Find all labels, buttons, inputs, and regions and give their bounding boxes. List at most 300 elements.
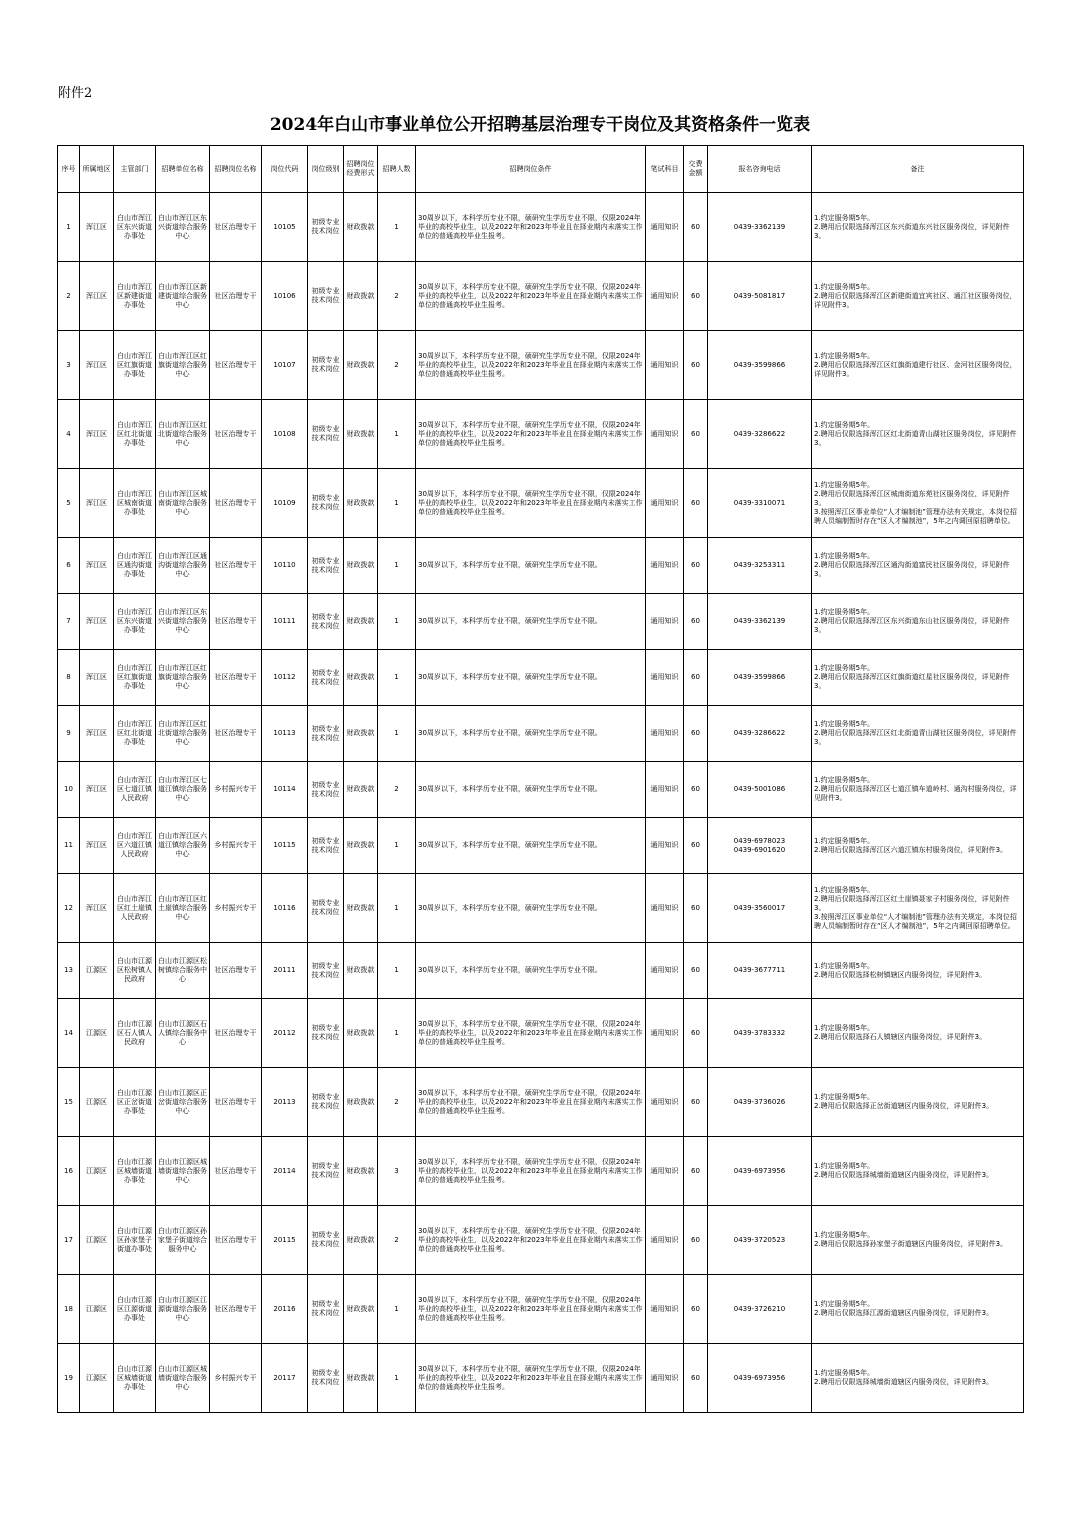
cell-fee: 60: [684, 874, 708, 943]
cell-level: 初级专业技术岗位: [308, 1206, 344, 1275]
cell-unit: 白山市江源区正岔街道综合服务中心: [156, 1068, 210, 1137]
cell-region: 浑江区: [80, 400, 114, 469]
cell-level: 初级专业技术岗位: [308, 999, 344, 1068]
cell-fee: 60: [684, 1068, 708, 1137]
cell-code: 10107: [262, 331, 308, 400]
cell-dept: 白山市浑江区七道江镇人民政府: [114, 762, 156, 818]
cell-phone: 0439-3726210: [708, 1275, 812, 1344]
cell-no: 9: [58, 706, 80, 762]
cell-count: 1: [378, 193, 416, 262]
cell-exam: 通用知识: [646, 193, 684, 262]
col-header-code: 岗位代码: [262, 146, 308, 193]
table-row: [58, 706, 1024, 762]
cell-code: 20117: [262, 1344, 308, 1413]
cell-code: 10113: [262, 706, 308, 762]
cell-notes: 1.约定服务期5年。 2.聘用后仅限选择松树镇辖区内服务岗位，详见附件3。: [812, 943, 1024, 999]
cell-code: 10114: [262, 762, 308, 818]
cell-unit: 白山市浑江区新建街道综合服务中心: [156, 262, 210, 331]
cell-region: 浑江区: [80, 594, 114, 650]
cell-fee: 60: [684, 538, 708, 594]
cell-exam: 通用知识: [646, 762, 684, 818]
cell-fee: 60: [684, 400, 708, 469]
cell-region: 江源区: [80, 1344, 114, 1413]
cell-region: 浑江区: [80, 262, 114, 331]
cell-unit: 白山市浑江区红旗街道综合服务中心: [156, 650, 210, 706]
cell-fee: 60: [684, 1137, 708, 1206]
table-row: [58, 400, 1024, 469]
cell-no: 19: [58, 1344, 80, 1413]
cell-post: 乡村振兴专干: [210, 1344, 262, 1413]
cell-fund: 财政拨款: [344, 1344, 378, 1413]
cell-level: 初级专业技术岗位: [308, 193, 344, 262]
cell-no: 16: [58, 1137, 80, 1206]
cell-fund: 财政拨款: [344, 1068, 378, 1137]
cell-code: 10111: [262, 594, 308, 650]
cell-exam: 通用知识: [646, 400, 684, 469]
cell-conditions: 30周岁以下，本科学历专业不限，硕研究生学历专业不限。: [416, 762, 646, 818]
cell-exam: 通用知识: [646, 999, 684, 1068]
cell-phone: 0439-3783332: [708, 999, 812, 1068]
cell-dept: 白山市江源区松树镇人民政府: [114, 943, 156, 999]
cell-conditions: 30周岁以下，本科学历专业不限，硕研究生学历专业不限，仅限2024年毕业的高校毕业生，以及2022年和2023年毕业且在择业期内未落实工作单位的普通高校毕业生报考。: [416, 331, 646, 400]
cell-no: 18: [58, 1275, 80, 1344]
cell-no: 17: [58, 1206, 80, 1275]
cell-count: 1: [378, 650, 416, 706]
cell-phone: 0439-6973956: [708, 1344, 812, 1413]
cell-conditions: 30周岁以下，本科学历专业不限，硕研究生学历专业不限。: [416, 818, 646, 874]
cell-dept: 白山市江源区城墙街道办事处: [114, 1344, 156, 1413]
cell-count: 1: [378, 538, 416, 594]
cell-level: 初级专业技术岗位: [308, 538, 344, 594]
cell-unit: 白山市浑江区红北街道综合服务中心: [156, 400, 210, 469]
cell-exam: 通用知识: [646, 706, 684, 762]
table-row: [58, 874, 1024, 943]
cell-fund: 财政拨款: [344, 331, 378, 400]
col-header-exam: 笔试科目: [646, 146, 684, 193]
cell-phone: 0439-6978023 0439-6901620: [708, 818, 812, 874]
table-header-row: [58, 146, 1024, 193]
cell-fee: 60: [684, 1206, 708, 1275]
cell-fund: 财政拨款: [344, 400, 378, 469]
cell-post: 社区治理专干: [210, 1068, 262, 1137]
cell-phone: 0439-3362139: [708, 193, 812, 262]
cell-exam: 通用知识: [646, 650, 684, 706]
cell-dept: 白山市浑江区红旗街道办事处: [114, 331, 156, 400]
col-header-dept: 主管部门: [114, 146, 156, 193]
cell-conditions: 30周岁以下，本科学历专业不限，硕研究生学历专业不限。: [416, 594, 646, 650]
cell-post: 社区治理专干: [210, 650, 262, 706]
table-row: [58, 331, 1024, 400]
cell-unit: 白山市江源区孙家堡子街道综合服务中心: [156, 1206, 210, 1275]
cell-no: 3: [58, 331, 80, 400]
cell-no: 12: [58, 874, 80, 943]
cell-no: 10: [58, 762, 80, 818]
cell-exam: 通用知识: [646, 1275, 684, 1344]
cell-region: 浑江区: [80, 469, 114, 538]
cell-exam: 通用知识: [646, 818, 684, 874]
cell-count: 1: [378, 594, 416, 650]
cell-phone: 0439-5081817: [708, 262, 812, 331]
col-header-post: 招聘岗位名称: [210, 146, 262, 193]
cell-fund: 财政拨款: [344, 762, 378, 818]
cell-post: 乡村振兴专干: [210, 818, 262, 874]
table-row: [58, 538, 1024, 594]
recruitment-table: [57, 145, 1024, 1413]
cell-unit: 白山市浑江区红北街道综合服务中心: [156, 706, 210, 762]
cell-notes: 1.约定服务期5年。 2.聘用后仅限选择城墙街道辖区内服务岗位，详见附件3。: [812, 1344, 1024, 1413]
cell-dept: 白山市浑江区六道江镇人民政府: [114, 818, 156, 874]
col-header-no: 序号: [58, 146, 80, 193]
cell-fund: 财政拨款: [344, 706, 378, 762]
cell-post: 社区治理专干: [210, 943, 262, 999]
cell-fee: 60: [684, 594, 708, 650]
cell-count: 2: [378, 331, 416, 400]
cell-phone: 0439-3560017: [708, 874, 812, 943]
cell-notes: 1.约定服务期5年。 2.聘用后仅限选择浑江区新建街道宜宾社区、通江社区服务岗位，详见附件3。: [812, 262, 1024, 331]
cell-fee: 60: [684, 331, 708, 400]
cell-unit: 白山市浑江区东兴街道综合服务中心: [156, 193, 210, 262]
cell-exam: 通用知识: [646, 1206, 684, 1275]
cell-phone: 0439-3599866: [708, 331, 812, 400]
cell-post: 社区治理专干: [210, 1206, 262, 1275]
cell-fund: 财政拨款: [344, 1275, 378, 1344]
cell-level: 初级专业技术岗位: [308, 1275, 344, 1344]
cell-notes: 1.约定服务期5年。 2.聘用后仅限选择石人镇辖区内服务岗位，详见附件3。: [812, 999, 1024, 1068]
table-row: [58, 469, 1024, 538]
cell-dept: 白山市浑江区新建街道办事处: [114, 262, 156, 331]
cell-fund: 财政拨款: [344, 594, 378, 650]
cell-dept: 白山市江源区石人镇人民政府: [114, 999, 156, 1068]
cell-phone: 0439-3362139: [708, 594, 812, 650]
cell-region: 浑江区: [80, 193, 114, 262]
cell-dept: 白山市浑江区红旗街道办事处: [114, 650, 156, 706]
cell-fund: 财政拨款: [344, 874, 378, 943]
cell-code: 10115: [262, 818, 308, 874]
cell-code: 10105: [262, 193, 308, 262]
cell-post: 社区治理专干: [210, 193, 262, 262]
cell-fee: 60: [684, 1344, 708, 1413]
cell-region: 浑江区: [80, 650, 114, 706]
cell-unit: 白山市浑江区东兴街道综合服务中心: [156, 594, 210, 650]
cell-fund: 财政拨款: [344, 1206, 378, 1275]
cell-exam: 通用知识: [646, 594, 684, 650]
cell-dept: 白山市浑江区红土崖镇人民政府: [114, 874, 156, 943]
cell-dept: 白山市浑江区城南街道办事处: [114, 469, 156, 538]
cell-notes: 1.约定服务期5年。 2.聘用后仅限选择浑江区通沟街道富民社区服务岗位，详见附件3。: [812, 538, 1024, 594]
cell-count: 1: [378, 400, 416, 469]
cell-phone: 0439-3720523: [708, 1206, 812, 1275]
cell-phone: 0439-3286622: [708, 400, 812, 469]
cell-count: 2: [378, 762, 416, 818]
cell-fee: 60: [684, 1275, 708, 1344]
cell-level: 初级专业技术岗位: [308, 818, 344, 874]
table-row: [58, 262, 1024, 331]
cell-exam: 通用知识: [646, 1068, 684, 1137]
cell-fee: 60: [684, 818, 708, 874]
cell-no: 1: [58, 193, 80, 262]
cell-no: 14: [58, 999, 80, 1068]
cell-level: 初级专业技术岗位: [308, 1344, 344, 1413]
cell-notes: 1.约定服务期5年。 2.聘用后仅限选择浑江区城南街道东苑社区服务岗位，详见附件3。 3.按照浑江区事业单位“人才编制池”管理办法有关规定，本岗位招聘人员编制暂时存在“区人才编制池”，5年之内调回原招聘单位。: [812, 469, 1024, 538]
cell-post: 社区治理专干: [210, 331, 262, 400]
cell-post: 乡村振兴专干: [210, 762, 262, 818]
cell-region: 江源区: [80, 943, 114, 999]
cell-count: 1: [378, 943, 416, 999]
cell-region: 浑江区: [80, 331, 114, 400]
cell-post: 社区治理专干: [210, 1275, 262, 1344]
cell-level: 初级专业技术岗位: [308, 594, 344, 650]
cell-level: 初级专业技术岗位: [308, 874, 344, 943]
cell-no: 11: [58, 818, 80, 874]
table-row: [58, 1206, 1024, 1275]
cell-notes: 1.约定服务期5年。 2.聘用后仅限选择浑江区东兴街道东兴社区服务岗位，详见附件3。: [812, 193, 1024, 262]
cell-notes: 1.约定服务期5年。 2.聘用后仅限选择城墙街道辖区内服务岗位，详见附件3。: [812, 1137, 1024, 1206]
cell-region: 江源区: [80, 1275, 114, 1344]
cell-post: 社区治理专干: [210, 400, 262, 469]
cell-count: 1: [378, 706, 416, 762]
cell-code: 10109: [262, 469, 308, 538]
cell-code: 10106: [262, 262, 308, 331]
cell-fee: 60: [684, 999, 708, 1068]
cell-region: 浑江区: [80, 874, 114, 943]
cell-exam: 通用知识: [646, 469, 684, 538]
cell-fee: 60: [684, 650, 708, 706]
table-row: [58, 193, 1024, 262]
cell-fund: 财政拨款: [344, 650, 378, 706]
cell-code: 20111: [262, 943, 308, 999]
col-header-phone: 报名咨询电话: [708, 146, 812, 193]
cell-dept: 白山市浑江区红北街道办事处: [114, 400, 156, 469]
cell-dept: 白山市浑江区红北街道办事处: [114, 706, 156, 762]
cell-code: 20113: [262, 1068, 308, 1137]
cell-code: 20115: [262, 1206, 308, 1275]
cell-code: 10108: [262, 400, 308, 469]
table-row: [58, 999, 1024, 1068]
cell-exam: 通用知识: [646, 874, 684, 943]
attachment-label: 附件2: [58, 86, 93, 101]
cell-conditions: 30周岁以下，本科学历专业不限，硕研究生学历专业不限，仅限2024年毕业的高校毕业生，以及2022年和2023年毕业且在择业期内未落实工作单位的普通高校毕业生报考。: [416, 1137, 646, 1206]
cell-count: 1: [378, 874, 416, 943]
cell-fee: 60: [684, 943, 708, 999]
cell-phone: 0439-5001086: [708, 762, 812, 818]
cell-post: 社区治理专干: [210, 1137, 262, 1206]
page-title: 2024年白山市事业单位公开招聘基层治理专干岗位及其资格条件一览表: [269, 115, 811, 135]
cell-post: 社区治理专干: [210, 262, 262, 331]
cell-conditions: 30周岁以下，本科学历专业不限，硕研究生学历专业不限。: [416, 943, 646, 999]
cell-fee: 60: [684, 469, 708, 538]
cell-unit: 白山市浑江区城南街道综合服务中心: [156, 469, 210, 538]
col-header-region: 所属地区: [80, 146, 114, 193]
cell-count: 1: [378, 818, 416, 874]
cell-count: 1: [378, 999, 416, 1068]
col-header-conditions: 招聘岗位条件: [416, 146, 646, 193]
cell-level: 初级专业技术岗位: [308, 400, 344, 469]
cell-count: 1: [378, 1275, 416, 1344]
cell-unit: 白山市江源区石人镇综合服务中心: [156, 999, 210, 1068]
cell-unit: 白山市浑江区六道江镇综合服务中心: [156, 818, 210, 874]
cell-level: 初级专业技术岗位: [308, 762, 344, 818]
cell-post: 社区治理专干: [210, 469, 262, 538]
cell-post: 乡村振兴专干: [210, 874, 262, 943]
cell-level: 初级专业技术岗位: [308, 1137, 344, 1206]
cell-conditions: 30周岁以下，本科学历专业不限，硕研究生学历专业不限，仅限2024年毕业的高校毕业生，以及2022年和2023年毕业且在择业期内未落实工作单位的普通高校毕业生报考。: [416, 999, 646, 1068]
table-row: [58, 1137, 1024, 1206]
cell-conditions: 30周岁以下，本科学历专业不限，硕研究生学历专业不限，仅限2024年毕业的高校毕业生，以及2022年和2023年毕业且在择业期内未落实工作单位的普通高校毕业生报考。: [416, 1206, 646, 1275]
cell-fee: 60: [684, 262, 708, 331]
cell-notes: 1.约定服务期5年。 2.聘用后仅限选择浑江区红旗街道建行社区、金河社区服务岗位，详见附件3。: [812, 331, 1024, 400]
cell-conditions: 30周岁以下，本科学历专业不限，硕研究生学历专业不限，仅限2024年毕业的高校毕业生，以及2022年和2023年毕业且在择业期内未落实工作单位的普通高校毕业生报考。: [416, 1344, 646, 1413]
cell-exam: 通用知识: [646, 1137, 684, 1206]
cell-phone: 0439-3286622: [708, 706, 812, 762]
cell-conditions: 30周岁以下，本科学历专业不限，硕研究生学历专业不限，仅限2024年毕业的高校毕业生，以及2022年和2023年毕业且在择业期内未落实工作单位的普通高校毕业生报考。: [416, 262, 646, 331]
cell-level: 初级专业技术岗位: [308, 331, 344, 400]
cell-dept: 白山市浑江区东兴街道办事处: [114, 193, 156, 262]
cell-post: 社区治理专干: [210, 706, 262, 762]
cell-region: 浑江区: [80, 762, 114, 818]
cell-region: 江源区: [80, 1206, 114, 1275]
cell-fee: 60: [684, 193, 708, 262]
cell-dept: 白山市浑江区通沟街道办事处: [114, 538, 156, 594]
cell-conditions: 30周岁以下，本科学历专业不限，硕研究生学历专业不限，仅限2024年毕业的高校毕业生，以及2022年和2023年毕业且在择业期内未落实工作单位的普通高校毕业生报考。: [416, 469, 646, 538]
cell-exam: 通用知识: [646, 1344, 684, 1413]
cell-count: 3: [378, 1137, 416, 1206]
cell-conditions: 30周岁以下，本科学历专业不限，硕研究生学历专业不限。: [416, 650, 646, 706]
cell-notes: 1.约定服务期5年。 2.聘用后仅限选择孙家堡子街道辖区内服务岗位，详见附件3。: [812, 1206, 1024, 1275]
cell-dept: 白山市江源区江源街道办事处: [114, 1275, 156, 1344]
cell-conditions: 30周岁以下，本科学历专业不限，硕研究生学历专业不限，仅限2024年毕业的高校毕业生，以及2022年和2023年毕业且在择业期内未落实工作单位的普通高校毕业生报考。: [416, 1068, 646, 1137]
cell-notes: 1.约定服务期5年。 2.聘用后仅限选择正岔街道辖区内服务岗位，详见附件3。: [812, 1068, 1024, 1137]
cell-unit: 白山市浑江区红土崖镇综合服务中心: [156, 874, 210, 943]
table-row: [58, 650, 1024, 706]
cell-no: 5: [58, 469, 80, 538]
cell-notes: 1.约定服务期5年。 2.聘用后仅限选择浑江区红北街道青山湖社区服务岗位，详见附件3。: [812, 400, 1024, 469]
cell-unit: 白山市江源区松树镇综合服务中心: [156, 943, 210, 999]
cell-notes: 1.约定服务期5年。 2.聘用后仅限选择浑江区红土崖镇聂家子村服务岗位，详见附件3。 3.按照浑江区事业单位“人才编制池”管理办法有关规定，本岗位招聘人员编制暂时存在“区人才编制池”，5年之内调回原招聘单位。: [812, 874, 1024, 943]
cell-no: 6: [58, 538, 80, 594]
cell-code: 10112: [262, 650, 308, 706]
cell-no: 8: [58, 650, 80, 706]
cell-phone: 0439-3677711: [708, 943, 812, 999]
cell-phone: 0439-3253311: [708, 538, 812, 594]
cell-unit: 白山市浑江区通沟街道综合服务中心: [156, 538, 210, 594]
cell-conditions: 30周岁以下，本科学历专业不限，硕研究生学历专业不限。: [416, 874, 646, 943]
table-row: [58, 762, 1024, 818]
cell-unit: 白山市浑江区红旗街道综合服务中心: [156, 331, 210, 400]
cell-exam: 通用知识: [646, 538, 684, 594]
col-header-notes: 备注: [812, 146, 1024, 193]
col-header-fund: 招聘岗位经费形式: [344, 146, 378, 193]
cell-no: 4: [58, 400, 80, 469]
cell-code: 20112: [262, 999, 308, 1068]
table-row: [58, 943, 1024, 999]
cell-no: 13: [58, 943, 80, 999]
cell-notes: 1.约定服务期5年。 2.聘用后仅限选择浑江区东兴街道东山社区服务岗位，详见附件3。: [812, 594, 1024, 650]
table-row: [58, 1275, 1024, 1344]
cell-region: 浑江区: [80, 818, 114, 874]
cell-phone: 0439-3599866: [708, 650, 812, 706]
col-header-fee: 交费金额: [684, 146, 708, 193]
cell-count: 2: [378, 262, 416, 331]
cell-region: 江源区: [80, 999, 114, 1068]
cell-dept: 白山市江源区孙家堡子街道办事处: [114, 1206, 156, 1275]
cell-no: 2: [58, 262, 80, 331]
cell-dept: 白山市江源区正岔街道办事处: [114, 1068, 156, 1137]
cell-notes: 1.约定服务期5年。 2.聘用后仅限选择浑江区六道江镇东村服务岗位，详见附件3。: [812, 818, 1024, 874]
table-row: [58, 1068, 1024, 1137]
cell-count: 2: [378, 1068, 416, 1137]
cell-conditions: 30周岁以下，本科学历专业不限，硕研究生学历专业不限，仅限2024年毕业的高校毕业生，以及2022年和2023年毕业且在择业期内未落实工作单位的普通高校毕业生报考。: [416, 400, 646, 469]
cell-level: 初级专业技术岗位: [308, 469, 344, 538]
cell-notes: 1.约定服务期5年。 2.聘用后仅限选择浑江区七道江镇车道岭村、通沟村服务岗位，详见附件3。: [812, 762, 1024, 818]
cell-fund: 财政拨款: [344, 262, 378, 331]
cell-code: 20116: [262, 1275, 308, 1344]
cell-region: 江源区: [80, 1068, 114, 1137]
cell-fund: 财政拨款: [344, 818, 378, 874]
cell-code: 10116: [262, 874, 308, 943]
cell-fund: 财政拨款: [344, 943, 378, 999]
table-row: [58, 594, 1024, 650]
cell-phone: 0439-3310071: [708, 469, 812, 538]
cell-conditions: 30周岁以下，本科学历专业不限，硕研究生学历专业不限。: [416, 538, 646, 594]
col-header-count: 招聘人数: [378, 146, 416, 193]
cell-count: 1: [378, 469, 416, 538]
cell-count: 2: [378, 1206, 416, 1275]
cell-phone: 0439-3736026: [708, 1068, 812, 1137]
cell-region: 江源区: [80, 1137, 114, 1206]
cell-level: 初级专业技术岗位: [308, 262, 344, 331]
cell-level: 初级专业技术岗位: [308, 1068, 344, 1137]
cell-notes: 1.约定服务期5年。 2.聘用后仅限选择江源街道辖区内服务岗位，详见附件3。: [812, 1275, 1024, 1344]
cell-no: 7: [58, 594, 80, 650]
cell-unit: 白山市江源区江源街道综合服务中心: [156, 1275, 210, 1344]
cell-count: 1: [378, 1344, 416, 1413]
cell-phone: 0439-6973956: [708, 1137, 812, 1206]
cell-region: 浑江区: [80, 538, 114, 594]
cell-post: 社区治理专干: [210, 538, 262, 594]
cell-fund: 财政拨款: [344, 469, 378, 538]
cell-unit: 白山市江源区城墙街道综合服务中心: [156, 1137, 210, 1206]
cell-exam: 通用知识: [646, 331, 684, 400]
cell-conditions: 30周岁以下，本科学历专业不限，硕研究生学历专业不限，仅限2024年毕业的高校毕业生，以及2022年和2023年毕业且在择业期内未落实工作单位的普通高校毕业生报考。: [416, 1275, 646, 1344]
cell-exam: 通用知识: [646, 943, 684, 999]
col-header-unit: 招聘单位名称: [156, 146, 210, 193]
cell-unit: 白山市江源区城墙街道综合服务中心: [156, 1344, 210, 1413]
cell-code: 10110: [262, 538, 308, 594]
cell-dept: 白山市浑江区东兴街道办事处: [114, 594, 156, 650]
cell-notes: 1.约定服务期5年。 2.聘用后仅限选择浑江区红旗街道红星社区服务岗位，详见附件3。: [812, 650, 1024, 706]
cell-post: 社区治理专干: [210, 999, 262, 1068]
cell-fund: 财政拨款: [344, 999, 378, 1068]
table-row: [58, 818, 1024, 874]
cell-fund: 财政拨款: [344, 538, 378, 594]
cell-dept: 白山市江源区城墙街道办事处: [114, 1137, 156, 1206]
cell-code: 20114: [262, 1137, 308, 1206]
table-row: [58, 1344, 1024, 1413]
cell-fund: 财政拨款: [344, 1137, 378, 1206]
cell-unit: 白山市浑江区七道江镇综合服务中心: [156, 762, 210, 818]
cell-level: 初级专业技术岗位: [308, 650, 344, 706]
cell-post: 社区治理专干: [210, 594, 262, 650]
cell-region: 浑江区: [80, 706, 114, 762]
cell-notes: 1.约定服务期5年。 2.聘用后仅限选择浑江区红北街道青山湖社区服务岗位，详见附件3。: [812, 706, 1024, 762]
cell-conditions: 30周岁以下，本科学历专业不限，硕研究生学历专业不限，仅限2024年毕业的高校毕业生，以及2022年和2023年毕业且在择业期内未落实工作单位的普通高校毕业生报考。: [416, 193, 646, 262]
cell-conditions: 30周岁以下，本科学历专业不限，硕研究生学历专业不限。: [416, 706, 646, 762]
cell-exam: 通用知识: [646, 262, 684, 331]
cell-fee: 60: [684, 762, 708, 818]
cell-level: 初级专业技术岗位: [308, 943, 344, 999]
cell-level: 初级专业技术岗位: [308, 706, 344, 762]
col-header-level: 岗位级别: [308, 146, 344, 193]
